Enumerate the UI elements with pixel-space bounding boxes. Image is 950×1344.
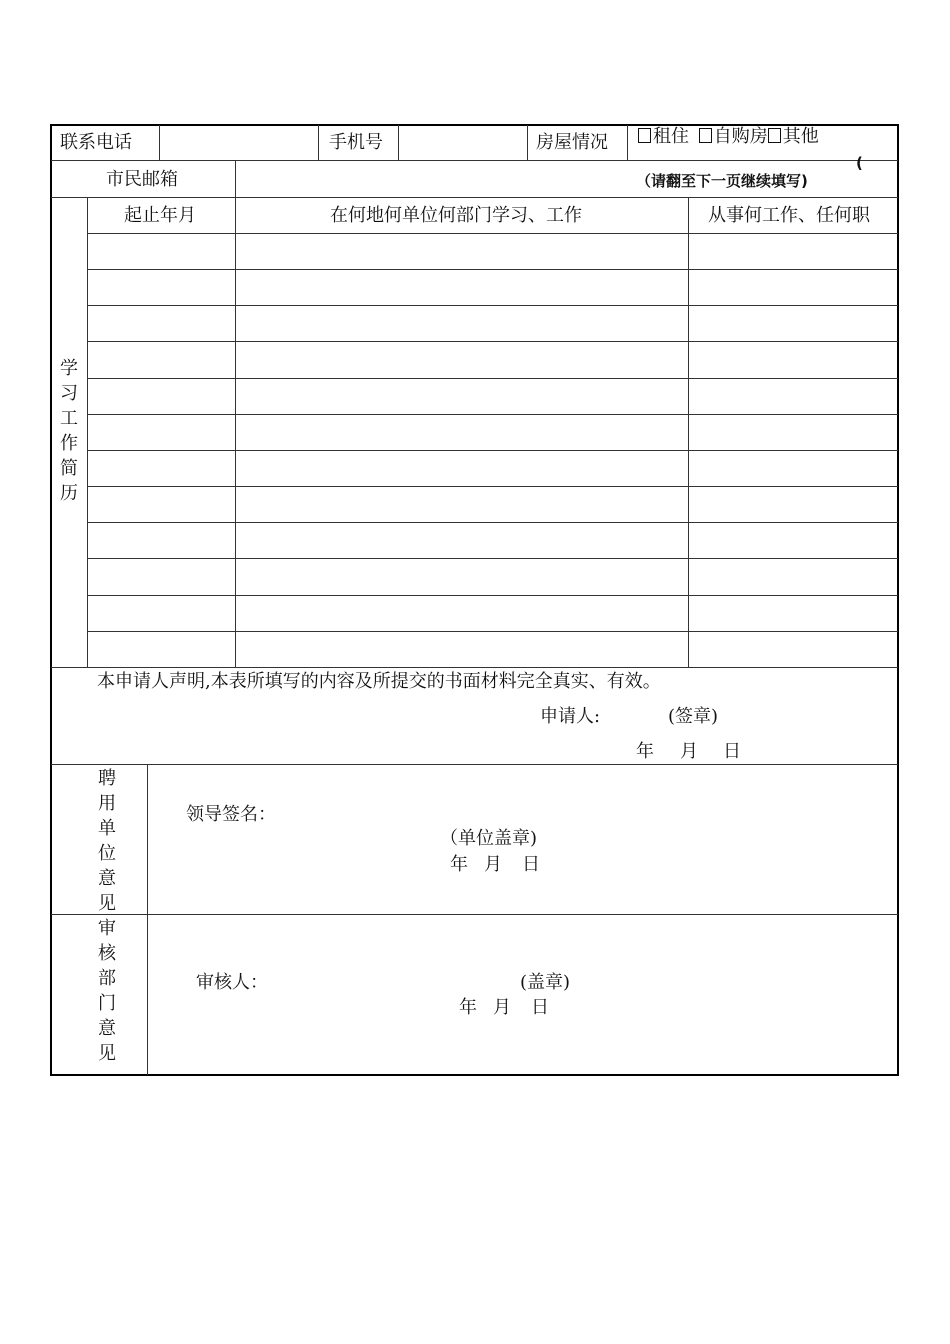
checkbox-rent[interactable] [638, 128, 651, 143]
row1-divider-1 [159, 125, 160, 160]
review-section-label: 审核部门意见 [98, 918, 116, 1064]
history-cell-period[interactable] [92, 529, 231, 555]
history-header-line [88, 233, 898, 234]
row1-divider-4 [527, 125, 528, 160]
row1-divider-2 [318, 125, 319, 160]
history-cell-period[interactable] [92, 457, 231, 483]
employer-day: 日 [522, 854, 540, 875]
history-cell-place[interactable] [240, 493, 684, 519]
employer-section-label: 聘用单位意见 [98, 768, 116, 914]
history-row-line [88, 378, 898, 379]
history-cell-position[interactable] [693, 348, 893, 374]
housing-option-own[interactable] [699, 126, 768, 147]
row1-bottom-line [51, 160, 898, 161]
history-col-period: 起止年月 [124, 205, 196, 226]
housing-option-rent[interactable] [638, 126, 689, 147]
declaration-bottom-line [51, 764, 898, 765]
applicant-signature-field[interactable] [604, 704, 666, 730]
history-cell-period[interactable] [92, 638, 231, 664]
declaration-day: 日 [723, 741, 741, 762]
declaration-text: 本申请人声明,本表所填写的内容及所提交的书面材料完全真实、有效。 [97, 671, 661, 692]
employer-label-divider [147, 765, 148, 1075]
row2-bottom-line [51, 197, 898, 198]
history-cell-position[interactable] [693, 385, 893, 411]
history-cell-period[interactable] [92, 240, 231, 266]
history-row-line [88, 558, 898, 559]
history-cell-position[interactable] [693, 457, 893, 483]
history-cell-period[interactable] [92, 421, 231, 447]
review-seal-label: (盖章) [520, 972, 571, 993]
checkbox-other[interactable] [768, 128, 781, 143]
form-left-border [50, 124, 52, 1076]
history-cell-place[interactable] [240, 276, 684, 302]
row2-divider [235, 161, 236, 197]
history-cell-position[interactable] [693, 421, 893, 447]
housing-option-rent-label: 租住 [653, 126, 689, 147]
history-cell-period[interactable] [92, 602, 231, 628]
history-cell-period[interactable] [92, 493, 231, 519]
review-month: 月 [493, 997, 511, 1018]
phone-label: 联系电话 [60, 132, 132, 153]
history-cell-position[interactable] [693, 602, 893, 628]
continue-note: （请翻至下一页继续填写) [636, 172, 808, 190]
stray-paren-mark: ( [856, 154, 863, 172]
form-right-border [897, 124, 899, 1076]
history-cell-position[interactable] [693, 276, 893, 302]
mobile-field[interactable] [400, 126, 526, 159]
leader-signature-field[interactable] [280, 800, 580, 828]
history-cell-position[interactable] [693, 240, 893, 266]
history-cell-period[interactable] [92, 565, 231, 591]
history-cell-place[interactable] [240, 240, 684, 266]
history-row-line [88, 341, 898, 342]
history-row-line [88, 522, 898, 523]
history-cell-place[interactable] [240, 529, 684, 555]
history-cell-place[interactable] [240, 602, 684, 628]
row1-divider-5 [627, 125, 628, 160]
history-row-line [88, 305, 898, 306]
housing-option-other[interactable] [768, 126, 819, 147]
mobile-label: 手机号 [329, 132, 383, 153]
employer-year: 年 [450, 854, 468, 875]
employer-month: 月 [484, 854, 502, 875]
declaration-year: 年 [636, 741, 654, 762]
history-cell-place[interactable] [240, 457, 684, 483]
history-cell-place[interactable] [240, 312, 684, 338]
history-cell-place[interactable] [240, 348, 684, 374]
history-col-position: 从事何工作、任何职 [708, 205, 870, 226]
history-cell-place[interactable] [240, 421, 684, 447]
history-cell-position[interactable] [693, 493, 893, 519]
history-row-line [88, 595, 898, 596]
form-bottom-border [50, 1074, 899, 1076]
review-year: 年 [459, 997, 477, 1018]
applicant-label: 申请人: [540, 706, 601, 727]
leader-sign-label: 领导签名： [186, 804, 276, 825]
housing-option-other-label: 其他 [782, 126, 819, 147]
housing-options [638, 126, 819, 148]
history-cell-period[interactable] [92, 312, 231, 338]
history-row-line [88, 486, 898, 487]
email-label: 市民邮箱 [106, 169, 178, 190]
applicant-seal-label: (签章) [668, 706, 719, 727]
history-row-line [88, 269, 898, 270]
history-cell-position[interactable] [693, 529, 893, 555]
housing-option-own-label: 自购房 [713, 126, 768, 147]
phone-field[interactable] [161, 126, 317, 159]
housing-label: 房屋情况 [536, 132, 608, 153]
history-cell-period[interactable] [92, 385, 231, 411]
review-day: 日 [531, 997, 549, 1018]
history-col-place: 在何地何单位何部门学习、工作 [330, 205, 582, 226]
checkbox-own[interactable] [699, 128, 712, 143]
reviewer-label: 审核人： [196, 972, 268, 993]
history-cell-place[interactable] [240, 638, 684, 664]
history-row-line [88, 450, 898, 451]
history-cell-place[interactable] [240, 385, 684, 411]
row1-divider-3 [398, 125, 399, 160]
history-cell-position[interactable] [693, 565, 893, 591]
email-field[interactable] [237, 162, 637, 196]
history-cell-position[interactable] [693, 638, 893, 664]
reviewer-signature-field[interactable] [270, 968, 510, 996]
history-cell-place[interactable] [240, 565, 684, 591]
declaration-month: 月 [680, 741, 698, 762]
history-section-label: 学习工作简历 [60, 358, 78, 504]
history-cell-period[interactable] [92, 348, 231, 374]
history-cell-period[interactable] [92, 276, 231, 302]
history-bottom-line [51, 667, 898, 668]
history-row-line [88, 414, 898, 415]
history-cell-position[interactable] [693, 312, 893, 338]
history-row-line [88, 631, 898, 632]
unit-seal-label: （单位盖章) [440, 828, 538, 849]
employer-bottom-line [51, 914, 898, 915]
